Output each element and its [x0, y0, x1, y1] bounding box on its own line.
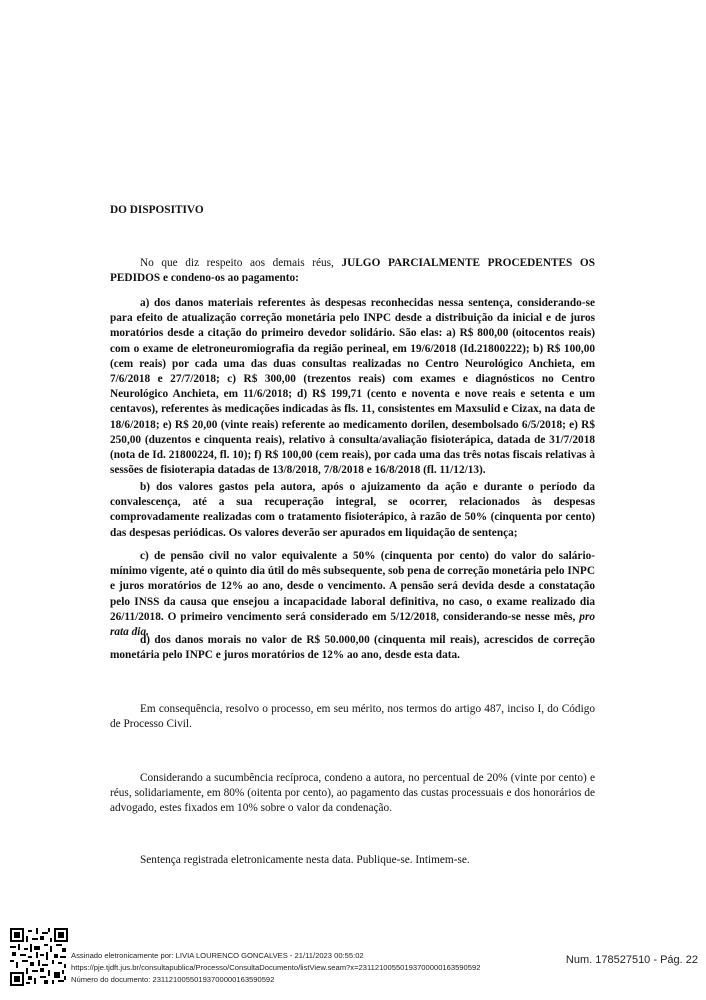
consequence-text: Em consequência, resolvo o processo, em seu mérito, nos termos do artigo 487, inciso I, do Código de Processo Civil. [110, 703, 595, 731]
consequence-paragraph [110, 702, 595, 732]
intro-paragraph [110, 256, 595, 286]
final-text: Sentença registrada eletronicamente nesta data. Publique-se. Intimem-se. [140, 854, 470, 866]
page-reference: Num. 178527510 - Pág. 22 [565, 954, 698, 966]
document-number-text: Número do documento: 23112100550193700000163590592 [71, 975, 275, 984]
document-url-link[interactable]: https://pje.tjdft.jus.br/consultapublica/Processo/ConsultaDocumento/listView.seam?x=23112100550193700000163590592 [71, 963, 481, 972]
final-paragraph [110, 853, 595, 868]
signature-footer [71, 950, 480, 986]
sucumbencia-paragraph [110, 771, 595, 817]
sucumbencia-text: Considerando a sucumbência recíproca, condeno a autora, no percentual de 20% (vinte por cento) e réus, solidariamente, em 80% (oitenta por cento), ao pagamento das custas processuais e dos honorários de advogado, estes fixados em 10% sobre o valor da condenação. [110, 772, 595, 815]
item-a-paragraph [110, 296, 595, 478]
item-d-paragraph [110, 633, 595, 663]
item-b-text: b) dos valores gastos pela autora, após o ajuizamento da ação e durante o período da convalescença, até a sua recuperação integral, se ocorrer, relacionados às despesas comprovadamente realizadas com o tratamento fisioterápico, à razão de 50% (cinquenta por cento) das despesas periódicas. Os valores deverão ser apurados em liquidação de sentença; [110, 481, 595, 539]
qr-code-icon [10, 928, 68, 986]
item-d-text: d) dos danos morais no valor de R$ 50.000,00 (cinquenta mil reais), acrescidos de correção monetária pelo INPC e juros moratórios de 12% ao ano, desde esta data. [110, 634, 595, 662]
signed-by-text: Assinado eletronicamente por: LIVIA LOURENCO GONCALVES - 21/11/2023 00:55:02 [71, 951, 364, 960]
item-c-italic: pro rata dia. [110, 610, 595, 639]
intro-bold-text: JULGO PARCIALMENTE PROCEDENTES OS PEDIDOS e condeno-os ao pagamento: [110, 257, 595, 285]
section-heading: DO DISPOSITIVO [110, 204, 204, 216]
item-c-paragraph [110, 549, 595, 640]
item-a-text: a) dos danos materiais referentes às despesas reconhecidas nessa sentença, considerando-se para efeito de atualização correção monetária pelo INPC desde a distribuição da inicial e de juros moratórios desde a citação do primeiro devedor solidário. São elas: a) R$ 800,00 (oitocentos reais) com o exame de eletroneuromiografia da região perineal, em 19/6/2018 (Id.21800222); b) R$ 100,00 (cem reais) por cada uma das duas consultas realizadas no Centro Neurológico Anchieta, em 7/6/2018 e 27/7/2018; c) R$ 300,00 (trezentos reais) com exames e diagnósticos no Centro Neurológico Anchieta, em 11/6/2018; d) R$ 199,71 (cento e noventa e nove reais e setenta e um centavos), referentes às medicações indicadas às fls. 11, consistentes em Maxsulid e Cizax, na data de 18/6/2018; e) R$ 20,00 (vinte reais) referente ao medicamento dorilen, desembolsado 6/5/2018; e) R$ 250,00 (duzentos e cinquenta reais), relativo à consulta/avaliação fisioterápica, datada de 31/7/2018 (nota de Id. 21800224, fl. 10); f) R$ 100,00 (cem reais), por cada uma das três notas fiscais relativas à sessões de fisioterapia datadas de 13/8/2018, 7/8/2018 e 16/8/2018 (fl. 11/12/13). [110, 297, 595, 477]
item-b-paragraph [110, 480, 595, 541]
item-c-text: c) de pensão civil no valor equivalente a 50% (cinquenta por cento) do valor do salário-mínimo vigente, até o quinto dia útil do mês subsequente, sob pena de correção monetária pelo INPC e juros moratórios de 12% ao ano, desde o vencimento. A pensão será devida desde a constatação pelo INSS da causa que ensejou a incapacidade laboral definitiva, no caso, o exame realizado dia 26/11/2018. O primeiro vencimento será considerado em 5/12/2018, considerando-se nesse mês, [110, 550, 595, 623]
intro-text: No que diz respeito aos demais réus, [140, 257, 342, 269]
